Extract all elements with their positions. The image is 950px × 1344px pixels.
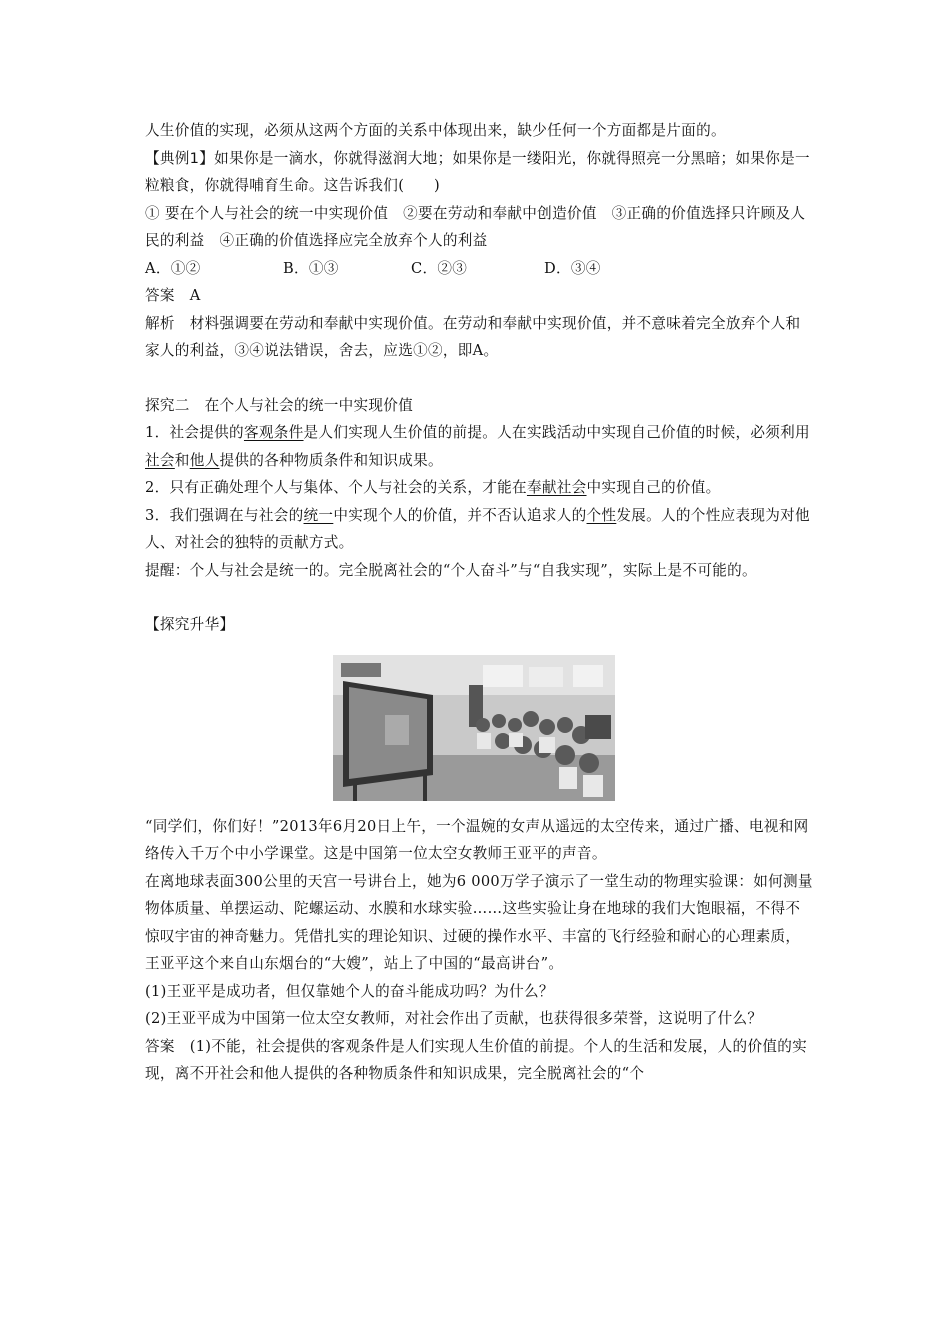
option-c: C．②③ [411,259,468,277]
example-1-tag: 【典例1】 [145,149,215,167]
option-b: B．①③ [283,259,339,277]
classroom-photo-illustration [333,655,615,801]
underlined-term: 他人 [189,451,220,469]
section-2-point-3: 3．我们强调在与社会的统一中实现个人的价值，并不否认追求人的个性发展。人的个性应表现为对他人、对社会的独特的贡献方式。 [145,506,810,551]
underlined-term: 个性 [586,506,617,524]
section-3-title: 【探究升华】 [145,616,235,633]
section-2-point-2: 2．只有正确处理个人与集体、个人与社会的关系，才能在奉献社会中实现自己的价值。 [145,479,721,496]
classroom-photo [333,655,615,801]
option-a: A．①② [145,259,201,277]
example-1-question: 【典例1】如果你是一滴水，你就得滋润大地；如果你是一缕阳光，你就得照亮一分黑暗；如果你是一粒粮食，你就得哺育生命。这告诉我们( ) [145,149,810,194]
intro-line: 人生价值的实现，必须从这两个方面的关系中体现出来，缺少任何一个方面都是片面的。 [145,122,726,139]
section-3-question-1: (1)王亚平是成功者，但仅靠她个人的奋斗能成功吗？为什么？ [145,982,554,1000]
section-2-point-1: 1．社会提供的客观条件是人们实现人生价值的前提。人在实践活动中实现自己价值的时候，必须利用社会和他人提供的各种物质条件和知识成果。 [145,424,810,469]
underlined-term: 奉献社会 [526,479,587,496]
example-1-statements: ① 要在个人与社会的统一中实现价值 ②要在劳动和奉献中创造价值 ③正确的价值选择只许顾及人民的利益 ④正确的价值选择应完全放弃个人的利益 [145,204,806,249]
section-3-paragraph-2: 在离地球表面300公里的天宫一号讲台上，她为6 000万学子演示了一堂生动的物理实验课：如何测量物体质量、单摆运动、陀螺运动、水膜和水球实验……这些实验让身在地球的我们大饱眼福，不得不惊叹宇宙的神奇魅力。凭借扎实的理论知识、过硬的操作水平、丰富的飞行经验和耐心的心理素质，王亚平这个来自山东烟台的“大嫂”，站上了中国的“最高讲台”。 [145,872,813,972]
underlined-term: 统一 [303,506,334,524]
section-3-question-2: (2)王亚平成为中国第一位太空女教师，对社会作出了贡献，也获得很多荣誉，这说明了什么？ [145,1010,763,1027]
option-d: D．③④ [544,259,601,277]
section-2-reminder: 提醒：个人与社会是统一的。完全脱离社会的“个人奋斗”与“自我实现”，实际上是不可能的。 [145,561,757,579]
underlined-term: 客观条件 [243,424,304,441]
example-1-options [145,255,815,283]
example-1-answer: 答案 A [145,287,201,304]
document-page [145,117,815,1088]
section-3-paragraph-1: “同学们，你们好！”2013年6月20日上午，一个温婉的女声从遥远的太空传来，通过广播、电视和网络传入千万个中小学课堂。这是中国第一位太空女教师王亚平的声音。 [145,817,809,862]
underlined-term: 社会 [145,451,175,469]
example-1-analysis: 解析 材料强调要在劳动和奉献中实现价值。在劳动和奉献中实现价值，并不意味着完全放弃个人和家人的利益，③④说法错误，舍去，应选①②，即A。 [145,314,801,359]
section-2-title: 探究二 在个人与社会的统一中实现价值 [145,396,414,414]
section-3-answer: 答案 (1)不能，社会提供的客观条件是人们实现人生价值的前提。个人的生活和发展，人的价值的实现，离不开社会和他人提供的各种物质条件和知识成果，完全脱离社会的“个 [145,1037,808,1082]
